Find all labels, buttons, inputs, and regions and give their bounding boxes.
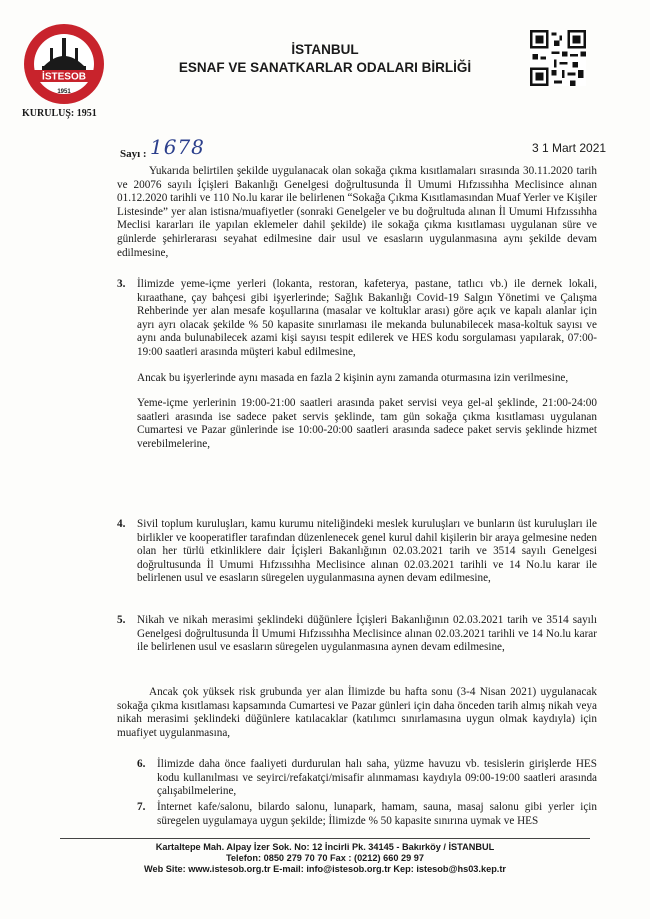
item-paragraph: Nikah ve nikah merasimi şeklindeki düğünlere İçişleri Bakanlığının 02.03.2021 tarih ve 3514 sayılı Genelgesi doğrultusunda İl Umumi Hıfzıssıhha Meclisince alınan 02.03.2021 tarihli ve 14 No.lu karar ile belirlenen usul ve esasların süregelen uygulanmasına aynen devam edilmesine,	[137, 614, 597, 654]
item-number: 7.	[137, 801, 146, 813]
footer-contact: Web Site: www.istesob.org.tr E-mail: info@istesob.org.tr Kep: istesob@hs03.kep.tr	[144, 864, 506, 874]
logo-year: 1951	[57, 89, 71, 95]
item-number: 4.	[117, 518, 126, 530]
list-item	[117, 614, 597, 655]
logo-text: İSTESOB	[42, 71, 86, 83]
list-item	[137, 801, 597, 828]
document-date: 3 1 Mart 2021	[532, 141, 607, 155]
item-paragraph: Sivil toplum kuruluşları, kamu kurumu niteliğindeki meslek kuruluşları ve bunların üst kuruluşları ile birlikler ve kooperatifler tarafından düzenlenecek genel kurul dahil kişilerin bir araya gelmesine neden olan her türlü etkinliklere dair İçişleri Bakanlığının 02.03.2021 tarih ve 3514 sayılı Genelgesi doğrultusunda İl Umumi Hıfzıssıhha Meclisince alınan 02.03.2021 tarihli ve 14 No.lu karar ile belirlenen usul ve esasların süregelen uygulanmasına aynen devam edilmesine,	[137, 518, 597, 585]
founding-year: KURULUŞ: 1951	[22, 108, 97, 119]
item-paragraph: Yeme-içme yerlerinin 19:00-21:00 saatleri arasında paket servisi veya gel-al şeklinde, 21:00-24:00 saatleri arasında ise sadece paket servis şeklinde, tam gün sokağa çıkma kısıtlaması uygulanan Cumartesi ve Pazar günlerinde ise 10:00-20:00 saatleri arasında sadece paket servis şeklinde hizmet verebilmelerine,	[137, 397, 597, 450]
item-paragraph: İlimizde daha önce faaliyeti durdurulan halı saha, yüzme havuzu vb. tesislerin girişlerde HES kodu kullanılması ve seyirci/refakatçi/misafir alınmaması kaydıyla 09:00-19:00 saatleri arasında çalışabilmelerine,	[157, 758, 597, 798]
istesob-logo	[22, 22, 106, 106]
org-title-line1: İSTANBUL	[291, 42, 359, 57]
list-item	[137, 758, 597, 799]
item-number: 6.	[137, 758, 146, 770]
item-paragraph: Ancak bu işyerlerinde aynı masada en fazla 2 kişinin aynı zamanda oturmasına izin verilmesine,	[137, 371, 569, 384]
item-paragraph: İlimizde yeme-içme yerleri (lokanta, restoran, kafeterya, pastane, tatlıcı vb.) ile dernek lokali, kıraathane, çay bahçesi gibi işyerlerinde; Sağlık Bakanlığı Covid-19 Salgın Yönetimi ve Çalışma Rehberinde yer alan mesafe koşullarına (masalar ve koltuklar arası) göre açık ve kapalı alanlar için ayrı ayrı olacak şekilde % 50 kapasite sınırlaması ile mekanda bulunabilecek masa-koltuk sayısı ve aynı anda bulunabilecek azami kişi sayısı tespit edilerek ve HES kodu sorgulaması yapılarak, 07:00-19:00 saatleri arasında müşteri kabul edilmesine,	[137, 278, 597, 358]
footer-divider	[60, 838, 590, 839]
list-item	[117, 518, 597, 586]
intro-paragraph	[117, 165, 597, 260]
risk-paragraph	[117, 686, 597, 740]
intro-text: Yukarıda belirtilen şekilde uygulanacak olan sokağa çıkma kısıtlamaları sırasında 30.11.2020 tarih ve 20076 sayılı İçişleri Bakanlığı Genelgesi doğrultusunda İl Umumi Hıfzıssıhha Meclisince alınan 01.12.2020 tarihli ve 110 No.lu karar ile belirlenen “Sokağa Çıkma Kısıtlamasından Muaf Yerler ve Kişiler Listesinde” yer alan istisna/muafiyetler (sonraki Genelgeler ve bu doğrultuda alınan İl Umumi Hıfzıssıhha Meclisi kararları ile yapılan eklemeler dahil şekilde) ile sokağa çıkma kısıtlaması uygulanan süre ve günlerde şehirlerarası seyahat edilmesine dair usul ve esasların uygulanmasına aynı şekilde devam edilmesine,	[117, 165, 597, 259]
handwritten-number: 1678	[150, 135, 205, 159]
footer-address: Kartaltepe Mah. Alpay İzer Sok. No: 12 İncirli Pk. 34145 - Bakırköy / İSTANBUL	[155, 842, 495, 852]
footer-phone: Telefon: 0850 279 70 70 Fax : (0212) 660 29 97	[226, 853, 424, 863]
org-title-line2: ESNAF VE SANATKARLAR ODALARI BİRLİĞİ	[178, 60, 472, 75]
item-paragraph: İnternet kafe/salonu, bilardo salonu, lunapark, hamam, sauna, masaj salonu gibi yerler için süregelen uygulamaya uygun şekilde; İlimizde % 50 kapasite sınırına uymak ve HES	[157, 801, 597, 827]
sayi-label: Sayı :	[120, 148, 147, 160]
qr-code-icon	[530, 30, 586, 86]
list-item	[117, 278, 597, 452]
risk-text: Ancak çok yüksek risk grubunda yer alan İlimizde bu hafta sonu (3-4 Nisan 2021) uygulanacak sokağa çıkma kısıtlaması kapsamında Cumartesi ve Pazar günleri için daha önceden tarih almış nikah veya nikah merasimi şeklindeki düğünlere katılacaklar (katılımcı sınırlamasına uygun olmak kaydıyla) için muafiyet uygulanmasına,	[117, 686, 597, 739]
item-number: 5.	[117, 614, 126, 626]
item-number: 3.	[117, 278, 126, 290]
